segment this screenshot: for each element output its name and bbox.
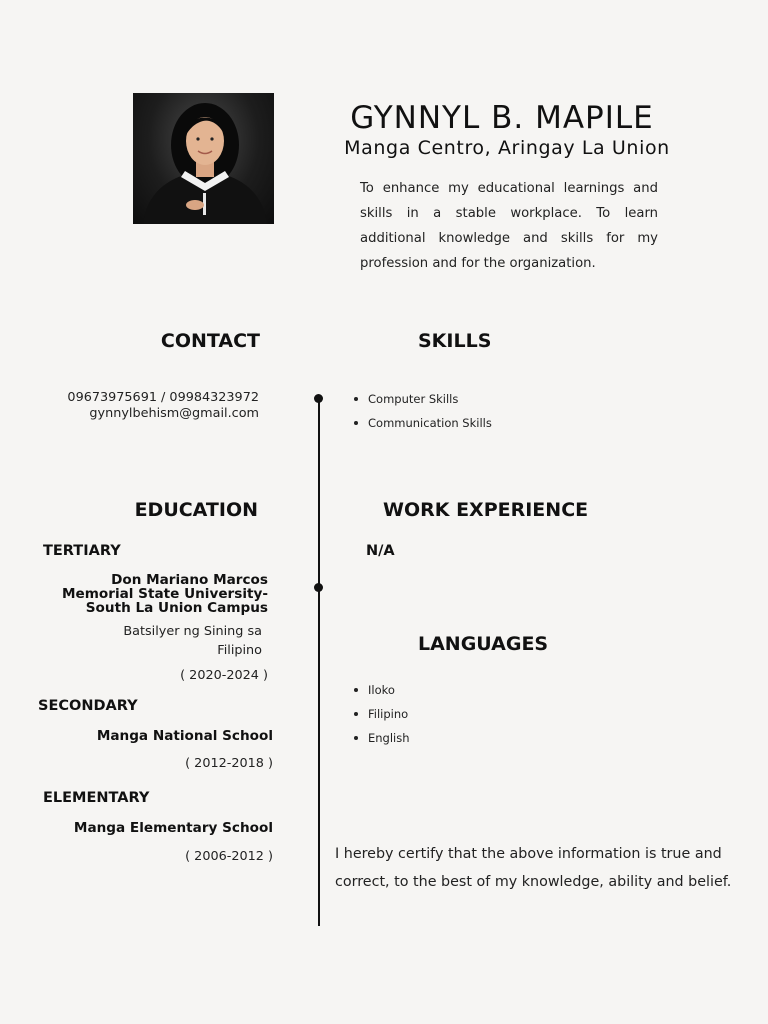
timeline-line <box>318 398 320 926</box>
career-objective: To enhance my educational learnings and skills in a stable workplace. To learn additional knowledge and skills for my profession and for the organization. <box>360 181 658 271</box>
secondary-school: Manga National School <box>96 728 273 744</box>
tertiary-course-line1: Batsilyer ng Sining sa <box>123 624 262 639</box>
timeline-dot-middle <box>314 583 323 592</box>
tertiary-course <box>30 622 262 660</box>
list-item: Computer Skills <box>353 391 492 415</box>
education-heading: EDUCATION <box>134 499 258 521</box>
profile-photo-graphic <box>133 93 274 224</box>
work-experience-value: N/A <box>366 543 395 559</box>
languages-heading: LANGUAGES <box>418 633 549 655</box>
work-experience-heading: WORK EXPERIENCE <box>383 499 589 521</box>
elementary-school: Manga Elementary School <box>73 820 273 836</box>
tertiary-school-line1: Don Mariano Marcos <box>111 572 268 588</box>
tertiary-label: TERTIARY <box>43 543 121 559</box>
contact-phone: 09673975691 / 09984323972 <box>67 390 259 405</box>
timeline-dot-top <box>314 394 323 403</box>
secondary-label: SECONDARY <box>38 698 138 714</box>
tertiary-course-line2: Filipino <box>217 643 262 658</box>
contact-email: gynnylbehism@gmail.com <box>89 406 259 421</box>
tertiary-school-line3: South La Union Campus <box>85 600 268 616</box>
tertiary-school-line2: Memorial State University- <box>61 586 268 602</box>
tertiary-school <box>30 573 268 615</box>
elementary-label: ELEMENTARY <box>43 790 150 806</box>
list-item: Filipino <box>353 706 410 730</box>
list-item: Iloko <box>353 682 410 706</box>
skills-heading: SKILLS <box>418 330 492 352</box>
elementary-years: ( 2006-2012 ) <box>185 849 273 864</box>
contact-heading: CONTACT <box>160 330 260 352</box>
candidate-name: GYNNYL B. MAPILE <box>350 100 654 136</box>
certification-statement: I hereby certify that the above information is true and correct, to the best of my knowledge, ability and belief. <box>335 846 732 890</box>
list-item: English <box>353 730 410 754</box>
candidate-address: Manga Centro, Aringay La Union <box>344 137 670 159</box>
skills-list <box>353 391 492 439</box>
tertiary-years: ( 2020-2024 ) <box>180 668 268 683</box>
secondary-years: ( 2012-2018 ) <box>185 756 273 771</box>
list-item: Communication Skills <box>353 415 492 439</box>
profile-photo <box>133 93 274 224</box>
languages-list <box>353 682 410 754</box>
